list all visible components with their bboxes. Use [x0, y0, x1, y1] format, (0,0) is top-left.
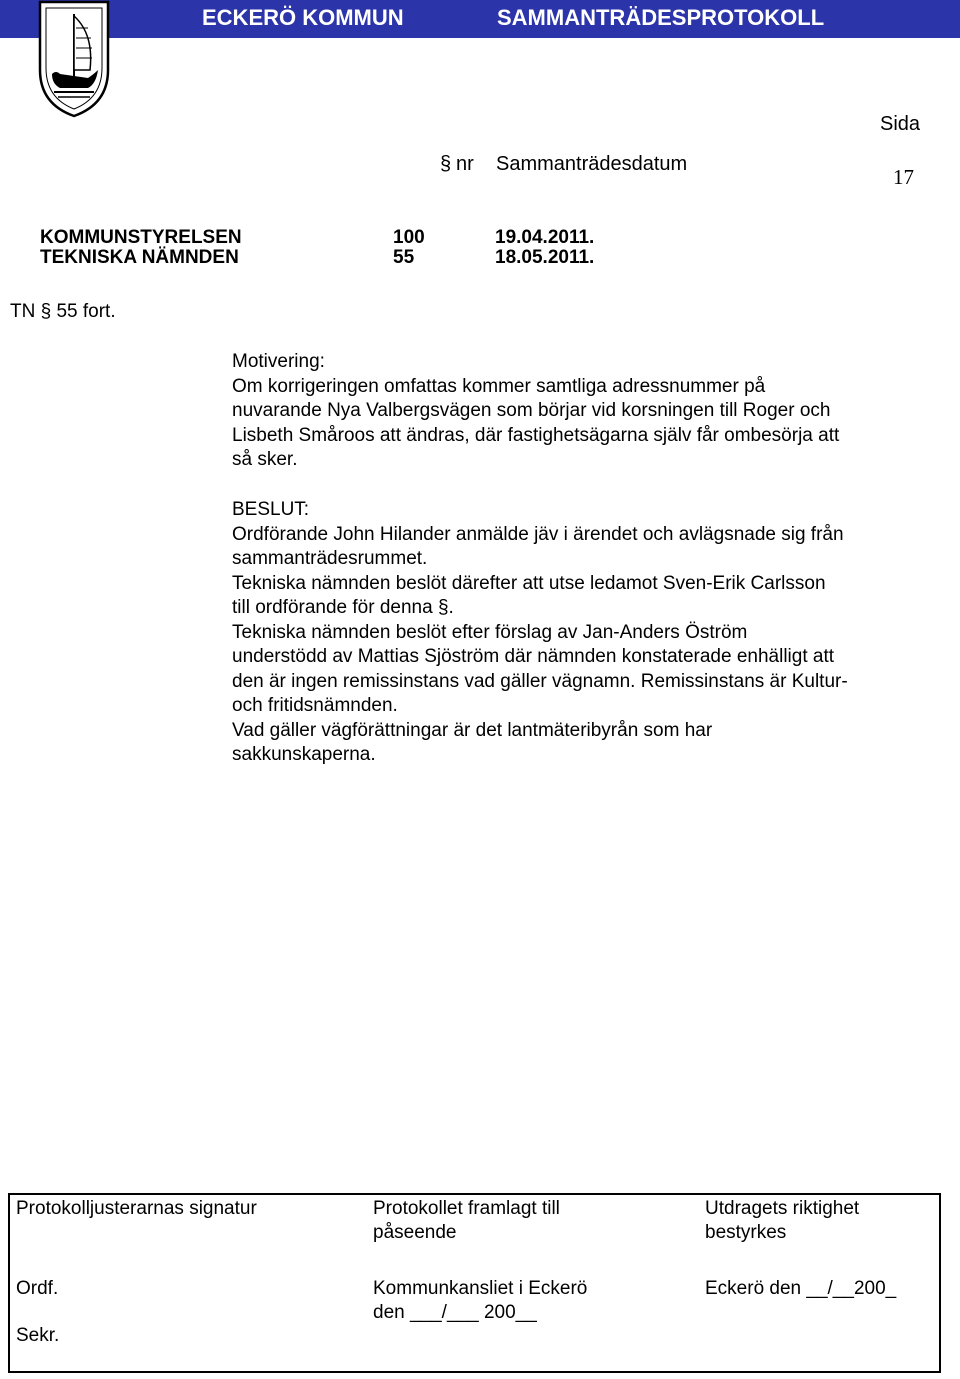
municipality-name: ECKERÖ KOMMUN [202, 5, 404, 30]
committee-date: 18.05.2011. [495, 247, 595, 268]
text-line: understödd av Mattias Sjöström där nämnden konstaterade enhälligt att [232, 646, 835, 667]
section-reference: TN § 55 fort. [10, 301, 116, 322]
viking-ship-crest-icon [38, 0, 110, 118]
committee-nr: 100 [393, 227, 425, 248]
text-line: Om korrigeringen omfattas kommer samtliga adressnummer på [232, 375, 766, 397]
nr-label: nr [456, 153, 474, 175]
text-line: Vad gäller vägförättningar är det lantmäteribyrån som har [232, 719, 713, 741]
committee-nr: 55 [393, 247, 415, 268]
text-line: sammanträdesrummet. [232, 548, 428, 569]
page-number: 17 [893, 165, 914, 189]
text-line: Tekniska nämnden beslöt efter förslag av Jan-Anders Öström [232, 621, 748, 643]
text-line: sakkunskaperna. [232, 744, 376, 765]
certified-heading: Utdragets riktighet [705, 1198, 860, 1219]
motivering-section [232, 350, 932, 473]
text-line: Lisbeth Småroos att ändras, där fastighetsägarna själv får ombesörja att [232, 424, 840, 446]
motivering-heading: Motivering: [232, 351, 325, 372]
committee-name: TEKNISKA NÄMNDEN [40, 247, 239, 268]
beslut-section [232, 498, 932, 768]
page-label: Sida [880, 113, 921, 135]
certified-heading-cont: bestyrkes [705, 1222, 787, 1243]
posted-date-field: den ___/___ 200__ [373, 1302, 537, 1323]
text-line: och fritidsnämnden. [232, 695, 398, 716]
beslut-heading: BESLUT: [232, 499, 310, 520]
certified-date-field: Eckerö den __/__200_ [705, 1278, 897, 1299]
text-line: Ordförande John Hilander anmälde jäv i ärendet och avlägsnade sig från [232, 523, 844, 545]
committee-date: 19.04.2011. [495, 227, 595, 248]
text-line: Tekniska nämnden beslöt därefter att utse ledamot Sven-Erik Carlsson [232, 572, 826, 594]
posted-heading: Protokollet framlagt till [373, 1198, 560, 1219]
signature-box [8, 1193, 941, 1373]
posted-heading-cont: påseende [373, 1222, 457, 1243]
text-line: så sker. [232, 449, 298, 470]
signature-heading: Protokolljusterarnas signatur [16, 1198, 257, 1219]
committee-name: KOMMUNSTYRELSEN [40, 227, 242, 248]
secretary-signature-label: Sekr. [16, 1325, 60, 1346]
text-line: till ordförande för denna §. [232, 597, 454, 618]
section-sign-icon: § [440, 153, 452, 175]
document-type: SAMMANTRÄDESPROTOKOLL [497, 5, 825, 30]
office-location: Kommunkansliet i Eckerö [373, 1278, 588, 1299]
text-line: nuvarande Nya Valbergsvägen som börjar vid korsningen till Roger och [232, 400, 831, 421]
text-line: den är ingen remissinstans vad gäller vägnamn. Remissinstans är Kultur- [232, 670, 848, 692]
meeting-date-label: Sammanträdesdatum [496, 153, 688, 175]
chair-signature-label: Ordf. [16, 1278, 59, 1299]
